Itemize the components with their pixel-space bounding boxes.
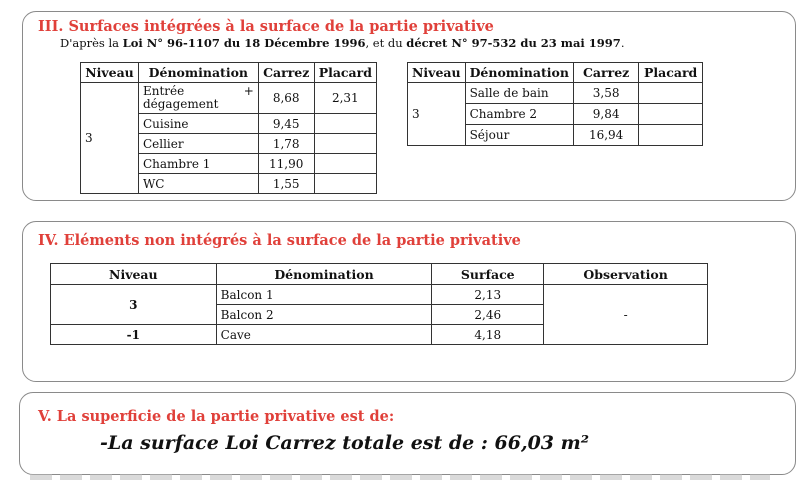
surface-value: 2,46 (432, 305, 544, 325)
header-niveau: Niveau (81, 63, 139, 83)
surface-value: 4,18 (432, 325, 544, 345)
header-niveau: Niveau (51, 264, 217, 285)
table-row (408, 83, 703, 104)
placard-value (639, 83, 703, 104)
placard-value (314, 174, 376, 194)
level-cell: -1 (51, 325, 217, 345)
header-carrez: Carrez (258, 63, 314, 83)
room-name-plus: + (243, 84, 254, 98)
observation-cell: - (544, 285, 708, 345)
level-cell: 3 (51, 285, 217, 325)
element-name: Cave (216, 325, 432, 345)
placard-value (639, 104, 703, 125)
integrated-surfaces-table-1 (80, 62, 377, 194)
placard-value (314, 114, 376, 134)
section-3-subtitle (60, 36, 624, 50)
header-surface: Surface (432, 264, 544, 285)
non-integrated-elements-table (50, 263, 708, 345)
header-carrez: Carrez (573, 63, 638, 83)
carrez-value: 3,58 (573, 83, 638, 104)
placard-value (639, 125, 703, 146)
element-name: Balcon 2 (216, 305, 432, 325)
room-name: Cellier (138, 134, 258, 154)
placard-value: 2,31 (314, 83, 376, 114)
header-denomination: Dénomination (216, 264, 432, 285)
room-name: Salle de bain (465, 83, 573, 104)
header-observation: Observation (544, 264, 708, 285)
placard-value (314, 134, 376, 154)
carrez-value: 9,84 (573, 104, 638, 125)
subtitle-mid: , et du (365, 36, 407, 50)
table-row (51, 285, 708, 305)
header-placard: Placard (314, 63, 376, 83)
room-name-line1: Entrée (142, 84, 185, 98)
carrez-value: 9,45 (258, 114, 314, 134)
section-3-title: III. Surfaces intégrées à la surface de la partie privative (38, 18, 494, 35)
room-name (138, 83, 258, 114)
placard-value (314, 154, 376, 174)
total-carrez-surface: -La surface Loi Carrez totale est de : 66,03 m² (100, 432, 590, 454)
integrated-surfaces-table-2 (407, 62, 703, 146)
carrez-value: 1,78 (258, 134, 314, 154)
decree-reference: décret N° 97-532 du 23 mai 1997 (406, 36, 621, 50)
level-cell: 3 (81, 83, 139, 194)
header-denomination: Dénomination (465, 63, 573, 83)
room-name: Chambre 1 (138, 154, 258, 174)
table-row (81, 83, 377, 114)
carrez-value: 8,68 (258, 83, 314, 114)
room-name: WC (138, 174, 258, 194)
section-5-title: V. La superficie de la partie privative est de: (38, 408, 395, 425)
law-reference: Loi N° 96-1107 du 18 Décembre 1996 (122, 36, 366, 50)
header-niveau: Niveau (408, 63, 466, 83)
element-name: Balcon 1 (216, 285, 432, 305)
room-name: Cuisine (138, 114, 258, 134)
subtitle-prefix: D'après la (60, 36, 123, 50)
level-cell: 3 (408, 83, 466, 146)
carrez-value: 1,55 (258, 174, 314, 194)
header-placard: Placard (639, 63, 703, 83)
room-name: Séjour (465, 125, 573, 146)
carrez-value: 11,90 (258, 154, 314, 174)
header-denomination: Dénomination (138, 63, 258, 83)
section-4-title: IV. Eléments non intégrés à la surface de la partie privative (38, 232, 521, 249)
carrez-value: 16,94 (573, 125, 638, 146)
page-edge-decoration (30, 474, 770, 480)
surface-value: 2,13 (432, 285, 544, 305)
subtitle-end: . (620, 36, 625, 50)
room-name-line2: dégagement (142, 97, 219, 111)
room-name: Chambre 2 (465, 104, 573, 125)
